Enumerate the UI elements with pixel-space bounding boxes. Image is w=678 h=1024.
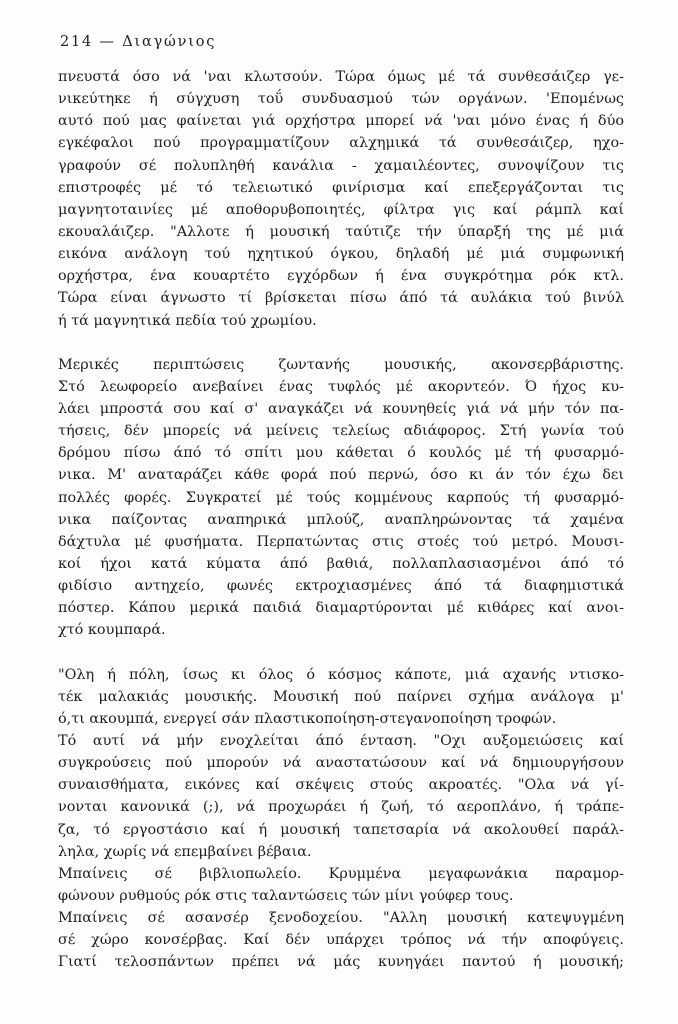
- paragraph-4: [58, 730, 624, 863]
- text-line: Τώρα είναι άγνωστο τί βρίσκεται πίσω άπό τά αυλάκια τού βινύλ: [58, 290, 624, 307]
- text-line: μαγνητοταινίες μέ αποθορυβοποιητές, φίλτρα γις καί ράμπλ καί: [58, 201, 624, 218]
- paragraph-6: [58, 907, 624, 973]
- body-text: [58, 66, 624, 973]
- text-line: γραφούν σέ πολυπληθή κανάλια - χαμαιλέοντες, συνοψίζουν τις: [58, 157, 624, 174]
- text-line: Μπαίνεις σέ ασανσέρ ξενοδοχείου. "Αλλη μουσική κατεψυγμένη: [58, 910, 624, 927]
- text-line: συγκρούσεις πού μπορούν νά αναστατώσουν καί νά δημιουργήσουν: [58, 755, 624, 772]
- paragraph-1: [58, 66, 624, 332]
- text-line: δάχτυλα μέ φυσήματα. Περπατώντας στις στοές τού μετρό. Μουσι-: [58, 533, 624, 550]
- text-line: εικόνα ανάλογη τού ηχητικού όγκου, δηλαδή μέ μιά συμφωνική: [58, 246, 624, 263]
- text-line: χτό κουμπαρά.: [58, 622, 166, 639]
- paragraph-3: [58, 664, 624, 730]
- text-line: Γιατί τελοσπάντων πρέπει νά μάς κυνηγάει παντού ή μουσική;: [58, 954, 624, 971]
- text-line: συναισθήματα, εικόνες καί σκέψεις στούς ακροατές. "Ολα νά γί-: [58, 777, 624, 794]
- text-line: "Ολη ή πόλη, ίσως κι όλος ό κόσμος κάποτε, μιά αχανής ντισκο-: [58, 666, 624, 683]
- text-line: λάει μπροστά σου καί σ' αναγκάζει νά κουνηθείς γιά νά μήν τόν πα-: [58, 400, 624, 417]
- paragraph-gap: [58, 642, 624, 664]
- text-line: πόστερ. Κάπου μερικά παιδιά διαμαρτύρονται μέ κιθάρες καί ανοι-: [58, 600, 624, 617]
- text-line: νικεύτηκε ή σύγχυση τοΰ συνδυασμού τών οργάνων. 'Επομένως: [58, 91, 624, 108]
- text-line: ό,τι ακουμπά, ενεργεί σάν πλαστικοποίηση-στεγανοποίηση τροφών.: [58, 710, 557, 727]
- text-line: Μπαίνεις σέ βιβλιοπωλείο. Κρυμμένα μεγαφωνάκια παραμορ-: [58, 865, 624, 882]
- text-line: φώνουν ρυθμούς ρόκ στις ταλαντώσεις τών μίνι γούφερ τους.: [58, 887, 514, 904]
- text-line: ορχήστρα, ένα κουαρτέτο εγχόρδων ή ένα συγκρότημα ρόκ κτλ.: [58, 268, 624, 285]
- text-line: εκουαλάιζερ. "Αλλοτε ή μουσική ταύτιζε τήν ύπαρξή της μέ μιά: [58, 223, 624, 240]
- running-head-author: Διαγώνιος: [122, 34, 217, 50]
- text-line: Μερικές περιπτώσεις ζωντανής μουσικής, ακονσερβάριστης.: [58, 356, 624, 373]
- text-line: εγκέφαλοι πού προγραμματίζουν αλχημικά τά συνθεσάιζερ, ηχο-: [58, 135, 624, 152]
- text-line: κοί ήχοι κατά κύματα άπό βαθιά, πολλαπλασιασμένοι άπό τό: [58, 555, 624, 572]
- text-line: νικα. Μ' αναταράζει κάθε φορά πού περνώ, όσο κι άν τόν έχω δει: [58, 467, 624, 484]
- text-line: φιδίσιο αντηχείο, φωνές εκτροχιασμένες άπό τά διαφημιστικά: [58, 578, 624, 595]
- text-line: αυτό πού μας φαίνεται γιά ορχήστρα μπορεί νά 'ναι μόνο ένας ή δύο: [58, 113, 624, 130]
- text-line: ζα, τό εργοστάσιο καί ή μουσική ταπετσαρία νά ακολουθεί παράλ-: [58, 821, 624, 838]
- text-line: ληλα, χωρίς νά επεμβαίνει βέβαια.: [58, 843, 312, 860]
- paragraph-2: [58, 354, 624, 642]
- text-line: πνευστά όσο νά 'ναι κλωτσούν. Τώρα όμως μέ τά συνθεσάιζερ γε-: [58, 69, 624, 85]
- text-line: τέκ μαλακιάς μουσικής. Μουσική πού παίρνει σχήμα ανάλογα μ': [58, 688, 624, 705]
- text-line: νικα παίζοντας αναπηρικά μπλούζ, αναπληρώνοντας τά χαμένα: [58, 511, 624, 528]
- text-line: Τό αυτί νά μήν ενοχλείται άπό ένταση. "Οχι αυξομειώσεις καί: [58, 732, 624, 749]
- text-line: Στό λεωφορείο ανεβαίνει ένας τυφλός μέ ακορντεόν. Ό ήχος κυ-: [58, 378, 624, 395]
- running-head-separator: —: [99, 34, 116, 50]
- text-line: δρόμου πίσω άπό τό σπίτι μου κάθεται ό κουλός μέ τή φυσαρμό-: [58, 445, 624, 462]
- paragraph-gap: [58, 332, 624, 354]
- text-line: τήσεις, δέν μπορείς νά μείνεις τελείως αδιάφορος. Στή γωνία τού: [58, 423, 624, 440]
- text-line: σέ χώρο κονσέρβας. Καί δέν υπάρχει τρόπος νά τήν αποφύγεις.: [58, 932, 624, 949]
- text-line: πολλές φορές. Συγκρατεί μέ τούς κομμένους καρπούς τή φυσαρμό-: [58, 489, 624, 506]
- text-line: νονται κανονικά (;), νά προχωράει ή ζωή, τό αεροπλάνο, ή τράπε-: [58, 799, 624, 816]
- page-number: 214: [60, 34, 94, 50]
- running-head: [60, 34, 216, 50]
- text-line: επιστροφές μέ τό τελειωτικό φινίρισμα καί επεξεργάζονται τις: [58, 179, 624, 196]
- paragraph-5: [58, 863, 624, 907]
- text-line: ή τά μαγνητικά πεδία τού χρωμίου.: [58, 312, 317, 329]
